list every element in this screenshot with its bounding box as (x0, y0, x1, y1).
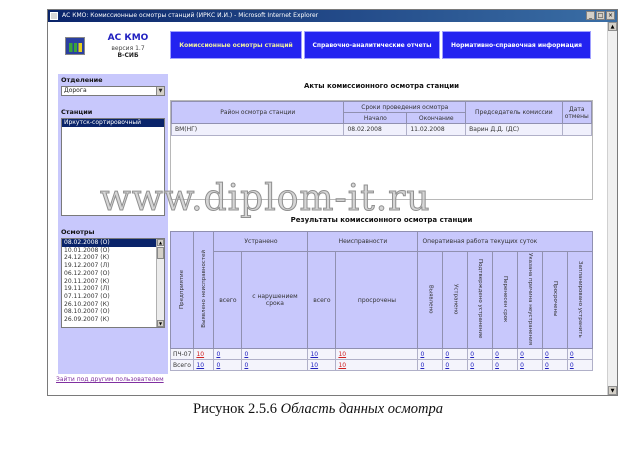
end-cell: 11.02.2008 (407, 124, 466, 136)
inspections-scrollbar[interactable] (156, 239, 164, 327)
scroll-down-icon[interactable]: ▼ (608, 386, 617, 395)
found-link[interactable]: 10 (196, 361, 205, 369)
sidebar (58, 29, 168, 374)
ie-app-icon (50, 12, 58, 20)
inspection-item[interactable]: 26.09.2007 (К) (64, 316, 110, 324)
col-cancel-date: Дата отмены (562, 102, 591, 124)
op-link[interactable]: 0 (569, 361, 574, 369)
app-org: В-СИБ (117, 52, 139, 59)
tab-reports[interactable]: Справочно-аналитические отчеты (304, 31, 440, 59)
col-overdue: просрочены (336, 252, 418, 349)
chart-logo-icon (65, 37, 85, 55)
op-link[interactable]: 0 (445, 361, 450, 369)
col-district: Район осмотра станции (172, 102, 344, 124)
tab-reference[interactable]: Нормативно-справочная информация (442, 31, 591, 59)
found-link[interactable]: 10 (196, 350, 205, 358)
caption-prefix: Рисунок 2.5.6 (193, 401, 281, 417)
enterprise-cell: ПЧ-07 (171, 349, 194, 360)
page-content (48, 22, 607, 395)
department-value: Дорога (64, 87, 87, 94)
inspection-item[interactable]: 19.11.2007 (Л) (64, 285, 110, 293)
scroll-up-icon[interactable]: ▲ (158, 240, 163, 245)
col-group-defects: Неисправности (308, 232, 418, 252)
col-operative: Оперативная работа текущих суток (418, 232, 593, 252)
stations-label: Станции (61, 108, 93, 116)
browser-window (47, 9, 618, 396)
total2-link[interactable]: 10 (310, 361, 319, 369)
district-cell: ВМ(НГ) (172, 124, 344, 136)
op-link[interactable]: 0 (495, 361, 499, 369)
col-violated: с нарушением срока (242, 252, 308, 349)
col-start: Начало (344, 113, 407, 124)
table-row (171, 360, 593, 371)
col-chairman: Председатель комиссии (466, 102, 562, 124)
acts-title: Акты комиссионного осмотра станции (303, 82, 460, 90)
col-found-defects: Выявлено неисправностей (194, 232, 214, 349)
op-link[interactable]: 0 (420, 361, 425, 369)
main-tabs (170, 31, 591, 59)
col-total-1: всего (214, 252, 242, 349)
inspection-item[interactable]: 08.10.2007 (О) (64, 308, 110, 316)
op-link[interactable]: 0 (544, 350, 549, 358)
total1-link[interactable]: 0 (216, 350, 221, 358)
op-link[interactable]: 0 (445, 350, 450, 358)
total1-link[interactable]: 0 (216, 361, 221, 369)
col-op-planned: Запланировано устранить (567, 252, 592, 349)
minimize-button[interactable]: _ (586, 11, 595, 20)
table-row (171, 349, 593, 360)
inspection-item[interactable]: 10.01.2008 (О) (64, 246, 110, 254)
col-op-found: Выявлено (418, 252, 443, 349)
op-link[interactable]: 0 (470, 350, 475, 358)
col-group-fixed: Устранено (214, 232, 308, 252)
acts-panel (170, 100, 593, 200)
inspections-listbox[interactable] (61, 238, 165, 328)
col-op-overdue: Просрочены (542, 252, 567, 349)
scroll-up-icon[interactable]: ▲ (608, 22, 617, 31)
switch-user-link[interactable]: Зайти под другим пользователем (56, 376, 164, 383)
department-select[interactable] (61, 86, 165, 96)
page-scrollbar[interactable] (607, 22, 617, 395)
overdue-link[interactable]: 10 (338, 361, 347, 369)
op-link[interactable]: 0 (520, 350, 524, 358)
op-link[interactable]: 0 (470, 361, 475, 369)
col-op-reason: Указана причина неустранения (518, 252, 543, 349)
scroll-down-icon[interactable]: ▼ (158, 321, 163, 326)
results-table (170, 231, 593, 371)
inspection-item[interactable]: 07.11.2007 (О) (64, 292, 110, 300)
col-op-confirmed: Подтверждено устранение (468, 252, 493, 349)
op-link[interactable]: 0 (520, 361, 524, 369)
tab-inspections[interactable]: Комиссионные осмотры станций (170, 31, 302, 59)
caption-text: Область данных осмотра (280, 401, 443, 417)
station-item[interactable]: Иркутск-сортировочный (62, 119, 164, 127)
total2-link[interactable]: 10 (310, 350, 319, 358)
department-label: Отделение (61, 76, 103, 84)
inspection-item[interactable]: 08.02.2008 (О) (62, 239, 164, 247)
col-end: Окончание (407, 113, 466, 124)
results-title: Результаты комиссионного осмотра станции (290, 216, 473, 224)
app-name: АС КМО (107, 33, 149, 43)
acts-table (171, 101, 592, 136)
op-link[interactable]: 0 (569, 350, 574, 358)
inspections-label: Осмотры (61, 228, 95, 236)
scroll-thumb[interactable] (157, 247, 164, 259)
figure-caption (0, 401, 636, 418)
start-cell: 08.02.2008 (344, 124, 407, 136)
table-row[interactable] (172, 124, 592, 136)
results-panel (170, 231, 593, 371)
app-version: версия 1.7 (111, 45, 145, 52)
watermark: www.diplom-it.ru (100, 178, 431, 219)
col-period: Сроки проведения осмотра (344, 102, 466, 113)
close-button[interactable]: × (607, 12, 614, 19)
chevron-down-icon[interactable]: ▼ (156, 87, 164, 95)
col-total-2: всего (308, 252, 336, 349)
inspection-item[interactable]: 26.10.2007 (К) (64, 300, 110, 308)
stations-listbox[interactable] (61, 118, 165, 216)
maximize-button[interactable]: □ (597, 12, 604, 19)
chairman-cell: Варин Д.Д. (ДС) (466, 124, 562, 136)
col-enterprise: Предприятие (171, 232, 194, 349)
op-link[interactable]: 0 (495, 350, 499, 358)
logo (58, 29, 168, 74)
col-op-fixed: Устранено (443, 252, 468, 349)
inspection-item[interactable]: 20.11.2007 (К) (64, 277, 110, 285)
window-title: АС КМО: Комиссионные осмотры станций (ИРКС И.И.) - Microsoft Internet Explorer (62, 12, 319, 19)
inspection-item[interactable]: 19.12.2007 (Л) (64, 262, 110, 270)
op-link[interactable]: 0 (544, 361, 549, 369)
violated-link[interactable]: 0 (244, 361, 249, 369)
violated-link[interactable]: 0 (244, 350, 249, 358)
inspection-item[interactable]: 24.12.2007 (К) (64, 254, 110, 262)
col-op-postponed: Перенесен срок (493, 252, 518, 349)
op-link[interactable]: 0 (420, 350, 425, 358)
inspection-item[interactable]: 06.12.2007 (О) (64, 269, 110, 277)
title-bar (48, 10, 617, 22)
cancel-date-cell (562, 124, 591, 136)
enterprise-cell: Всего (171, 360, 194, 371)
overdue-link[interactable]: 10 (338, 350, 347, 358)
